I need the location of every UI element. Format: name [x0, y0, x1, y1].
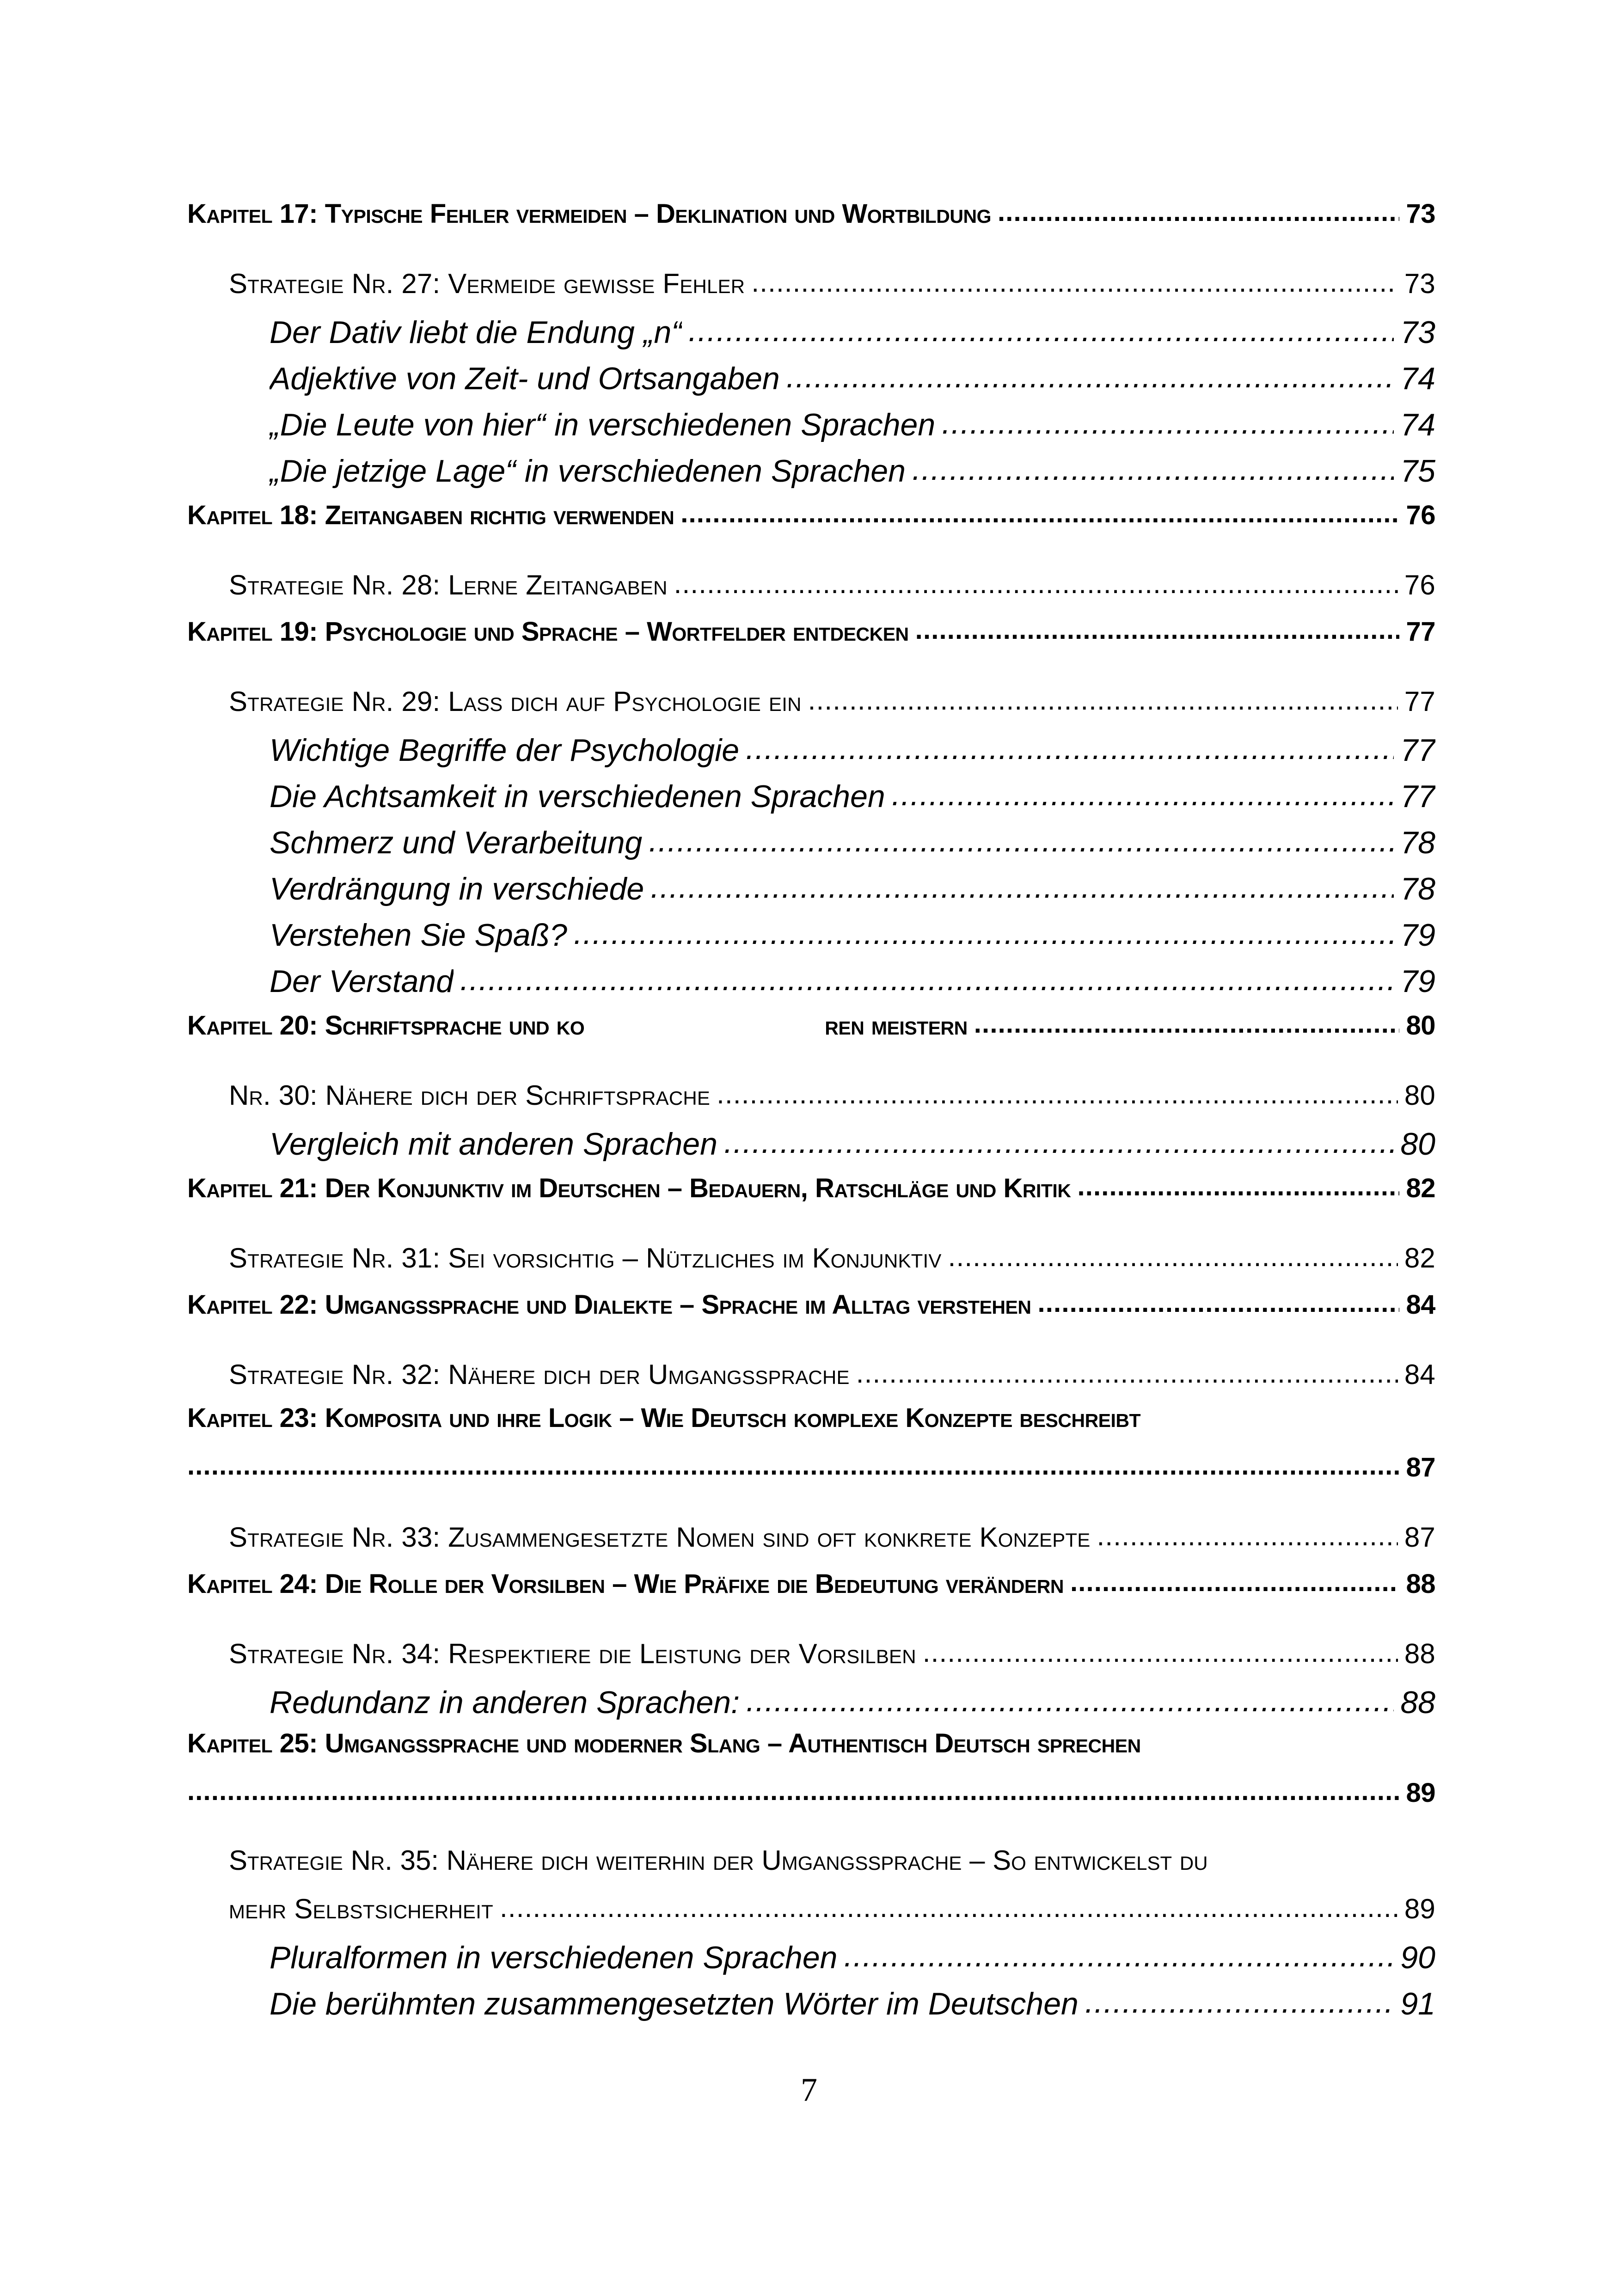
toc-entry-title: Die berühmten zusammengesetzten Wörter im Deutschen: [270, 1986, 1079, 2021]
dot-leader: [674, 567, 1398, 594]
toc-entry-dativ[interactable]: [187, 312, 1435, 358]
toc-entry-page: 77: [1406, 617, 1435, 647]
dot-leader: [680, 497, 1399, 524]
dot-leader: [786, 358, 1394, 389]
toc-entry-title: Der Verstand: [270, 964, 454, 999]
toc-entry-page: 78: [1400, 871, 1435, 906]
toc-entry-title: „Die Leute von hier“ in verschiedenen Sprachen: [270, 407, 936, 442]
toc-entry-page: 80: [1404, 1080, 1435, 1111]
dot-leader: [688, 312, 1394, 343]
toc-entry-title: Strategie Nr. 27: Vermeide gewisse Fehler: [229, 268, 745, 299]
toc-entry-page: 75: [1400, 453, 1435, 489]
toc-entry-page: 77: [1400, 733, 1435, 768]
toc-entry-title: Strategie Nr. 33: Zusammengesetzte Nomen sind oft konkrete Konzepte: [229, 1522, 1091, 1553]
toc-entry-title: Nr. 30: Nähere dich der Schriftsprache: [229, 1080, 711, 1111]
dot-leader: [746, 729, 1394, 761]
toc-entry-title: Wichtige Begriffe der Psychologie: [270, 733, 740, 768]
toc-entry-page: 76: [1404, 569, 1435, 600]
toc-entry-title: Verstehen Sie Spaß?: [270, 918, 567, 953]
toc-entry-title: Kapitel 18: Zeitangaben richtig verwenden: [187, 500, 674, 530]
toc-entry-page: 88: [1406, 1569, 1435, 1599]
toc-entry-verdraengung[interactable]: [187, 868, 1435, 914]
toc-entry-page: 90: [1400, 1940, 1435, 1975]
toc-entry-title: Kapitel 25: Umgangssprache und moderner Slang – Authentisch Deutsch sprechen: [187, 1728, 1141, 1758]
toc-entry-strategie-34[interactable]: [187, 1635, 1435, 1682]
dot-leader: [187, 1775, 1399, 1802]
toc-entry-page: 76: [1406, 500, 1435, 530]
toc-entry-page: 73: [1404, 268, 1435, 299]
toc-entry-nr-30[interactable]: [187, 1077, 1435, 1123]
toc-entry-title: Strategie Nr. 29: Lass dich auf Psychologie ein: [229, 686, 802, 717]
toc-entry-spass[interactable]: [187, 914, 1435, 961]
dot-leader: [923, 1635, 1398, 1663]
toc-entry-kapitel-24[interactable]: [187, 1566, 1435, 1612]
toc-entry-kapitel-22[interactable]: [187, 1287, 1435, 1333]
dot-leader: [574, 914, 1394, 946]
toc-entry-page: 82: [1406, 1173, 1435, 1203]
toc-entry-title: Verdrängung in verschiede: [270, 871, 644, 906]
toc-entry-kapitel-21[interactable]: [187, 1170, 1435, 1217]
toc-entry-title: Kapitel 19: Psychologie und Sprache – Wortfelder entdecken: [187, 617, 909, 647]
toc-entry-adjektive[interactable]: [187, 358, 1435, 404]
page-number: 7: [801, 2071, 817, 2108]
toc-entry-strategie-35-line2[interactable]: [187, 1891, 1435, 1937]
toc-entry-title: Schmerz und Verarbeitung: [270, 825, 643, 860]
toc-entry-page: 89: [1406, 1778, 1435, 1808]
dot-leader: [892, 776, 1394, 807]
dot-leader: [915, 614, 1400, 641]
toc-entry-title: Die Achtsamkeit in verschiedenen Sprachen: [270, 779, 885, 814]
toc-entry-leute-von-hier[interactable]: [187, 404, 1435, 450]
toc-entry-title: „Die jetzige Lage“ in verschiedenen Sprachen: [270, 453, 906, 489]
toc-entry-title: Strategie Nr. 35: Nähere dich weiterhin der Umgangssprache – So entwickelst du: [229, 1845, 1208, 1876]
toc-entry-page: 74: [1400, 407, 1435, 442]
dot-leader: [1077, 1170, 1399, 1197]
toc-entry-page: 89: [1404, 1893, 1435, 1924]
toc-entry-page: 74: [1400, 361, 1435, 396]
toc-entry-begriffe-psychologie[interactable]: [187, 729, 1435, 776]
toc-entry-strategie-29[interactable]: [187, 683, 1435, 729]
toc-entry-page: 78: [1400, 825, 1435, 860]
dot-leader: [912, 450, 1394, 482]
toc-entry-title: Kapitel 20: Schriftsprache und ko: [187, 1010, 585, 1041]
dot-leader: [650, 868, 1394, 900]
toc-entry-title: Redundanz in anderen Sprachen:: [270, 1685, 740, 1720]
toc-entry-kapitel-25-line2[interactable]: [187, 1775, 1435, 1821]
dot-leader: [844, 1937, 1394, 1968]
toc-entry-page: 77: [1400, 779, 1435, 814]
toc-entry-title: Pluralformen in verschiedenen Sprachen: [270, 1940, 838, 1975]
toc-entry-title: Kapitel 22: Umgangssprache und Dialekte – Sprache im Alltag verstehen: [187, 1290, 1031, 1320]
dot-leader: [1085, 1983, 1394, 2014]
dot-leader: [500, 1891, 1398, 1918]
dot-leader: [808, 683, 1398, 711]
toc-entry-page: 77: [1404, 686, 1435, 717]
table-of-contents: [187, 195, 1435, 2029]
dot-leader: [460, 961, 1394, 992]
dot-leader: [1038, 1287, 1400, 1314]
toc-entry-achtsamkeit[interactable]: [187, 776, 1435, 822]
dot-leader: [1097, 1519, 1398, 1547]
dot-leader: [998, 196, 1399, 223]
toc-entry-page: 80: [1400, 1127, 1435, 1162]
toc-entry-page: 73: [1400, 315, 1435, 350]
toc-entry-page: 73: [1406, 199, 1435, 229]
toc-entry-pluralformen[interactable]: [187, 1937, 1435, 1983]
toc-entry-kapitel-17[interactable]: [187, 196, 1435, 242]
toc-entry-page: 87: [1404, 1522, 1435, 1553]
dot-leader: [724, 1123, 1394, 1155]
toc-entry-title: Strategie Nr. 31: Sei vorsichtig – Nützliches im Konjunktiv: [229, 1243, 942, 1274]
toc-entry-title: Vergleich mit anderen Sprachen: [270, 1127, 717, 1162]
toc-entry-strategie-35-line1[interactable]: [187, 1844, 1435, 1891]
dot-leader: [948, 1240, 1398, 1267]
toc-entry-title: Strategie Nr. 28: Lerne Zeitangaben: [229, 569, 668, 600]
toc-entry-title-tail: ren meistern: [825, 1010, 968, 1041]
toc-entry-strategie-28[interactable]: [187, 567, 1435, 613]
toc-entry-strategie-27[interactable]: [187, 265, 1435, 312]
toc-entry-title: Strategie Nr. 34: Respektiere die Leistung der Vorsilben: [229, 1638, 916, 1669]
toc-entry-title: Strategie Nr. 32: Nähere dich der Umgangssprache: [229, 1359, 850, 1390]
toc-entry-title: Kapitel 24: Die Rolle der Vorsilben – Wie Präfixe die Bedeutung verändern: [187, 1569, 1064, 1599]
toc-entry-redundanz[interactable]: [187, 1682, 1435, 1728]
toc-entry-kapitel-20[interactable]: [187, 1008, 1435, 1054]
toc-entry-page: 79: [1400, 918, 1435, 953]
dot-leader: [942, 404, 1394, 435]
toc-entry-page: 84: [1406, 1290, 1435, 1320]
dot-leader: [746, 1682, 1394, 1713]
toc-entry-title-cont: mehr Selbstsicherheit: [229, 1893, 493, 1924]
toc-entry-kapitel-23-line1[interactable]: [187, 1402, 1435, 1449]
toc-entry-page: 88: [1404, 1638, 1435, 1669]
toc-entry-kapitel-23-line2[interactable]: [187, 1450, 1435, 1496]
dot-leader: [717, 1077, 1398, 1105]
dot-leader: [751, 265, 1398, 293]
toc-entry-verstand[interactable]: [187, 961, 1435, 1007]
toc-entry-page: 82: [1404, 1243, 1435, 1274]
toc-entry-title: Kapitel 23: Komposita und ihre Logik – Wie Deutsch komplexe Konzepte beschreibt: [187, 1403, 1141, 1433]
toc-entry-title: Adjektive von Zeit- und Ortsangaben: [270, 361, 780, 396]
toc-entry-page: 91: [1400, 1986, 1435, 2021]
toc-entry-page: 84: [1404, 1359, 1435, 1390]
toc-entry-kapitel-19[interactable]: [187, 614, 1435, 660]
toc-entry-strategie-31[interactable]: [187, 1240, 1435, 1286]
toc-entry-jetzige-lage[interactable]: [187, 450, 1435, 496]
toc-entry-kapitel-18[interactable]: [187, 497, 1435, 544]
toc-entry-page: 87: [1406, 1452, 1435, 1482]
dot-leader: [649, 822, 1394, 853]
toc-entry-title: Kapitel 17: Typische Fehler vermeiden – Deklination und Wortbildung: [187, 199, 991, 229]
toc-entry-strategie-33[interactable]: [187, 1519, 1435, 1565]
toc-entry-page: 79: [1400, 964, 1435, 999]
toc-entry-page: 88: [1400, 1685, 1435, 1720]
dot-leader: [1070, 1566, 1400, 1593]
dot-leader: [856, 1356, 1398, 1384]
dot-leader: [187, 1450, 1399, 1476]
toc-entry-zusammengesetzte-woerter[interactable]: [187, 1983, 1435, 2029]
dot-leader: [974, 1008, 1400, 1035]
toc-entry-kapitel-25-line1[interactable]: [187, 1728, 1435, 1774]
toc-entry-title: Kapitel 21: Der Konjunktiv im Deutschen – Bedauern, Ratschläge und Kritik: [187, 1173, 1071, 1203]
toc-entry-title: Der Dativ liebt die Endung „n“: [270, 315, 682, 350]
toc-entry-schmerz[interactable]: [187, 822, 1435, 868]
toc-entry-strategie-32[interactable]: [187, 1356, 1435, 1402]
toc-entry-page: 80: [1406, 1010, 1435, 1041]
toc-entry-vergleich[interactable]: [187, 1123, 1435, 1169]
